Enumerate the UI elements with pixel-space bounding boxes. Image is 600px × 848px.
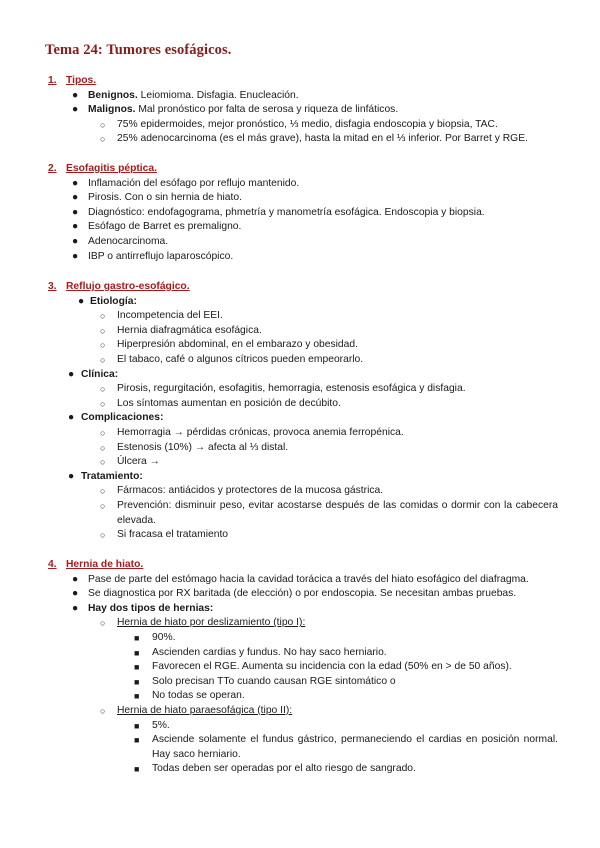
bullet-icon: ● bbox=[72, 221, 79, 233]
list-item: ■ Solo precisan TTo cuando causan RGE sintomático o bbox=[48, 675, 558, 690]
list-item: ■ 5%. bbox=[48, 719, 558, 734]
list-item: ● Pirosis. Con o sin hernia de hiato. bbox=[48, 191, 558, 206]
list-item: ○ Hernia de hiato por deslizamiento (tipo I): bbox=[48, 616, 558, 631]
bullet-icon: ● bbox=[72, 104, 79, 116]
bullet-icon: ● bbox=[72, 588, 79, 600]
circle-bullet-icon: ○ bbox=[100, 398, 106, 409]
circle-bullet-icon: ○ bbox=[100, 486, 106, 497]
bullet-icon: ● bbox=[72, 177, 79, 189]
list-item: ● Se diagnostica por RX baritada (de elección) o por endoscopia. Se necesitan ambas pruebas. bbox=[48, 587, 558, 602]
square-bullet-icon: ■ bbox=[134, 764, 140, 775]
list-item: ○ Prevención: disminuir peso, evitar acostarse después de las comidas o dormir con la cabecera elevada. bbox=[100, 499, 558, 526]
list-item: ○ Úlcera → bbox=[48, 455, 558, 470]
list-item: ■ 90%. bbox=[48, 631, 558, 646]
page-title: Tema 24: Tumores esofágicos. bbox=[45, 42, 232, 58]
bullet-icon: ● bbox=[72, 250, 79, 262]
section-tipos bbox=[48, 74, 558, 147]
circle-bullet-icon: ○ bbox=[100, 427, 106, 438]
circle-bullet-icon: ○ bbox=[100, 325, 106, 336]
list-item: ■ Todas deben ser operadas por el alto riesgo de sangrado. bbox=[48, 762, 558, 777]
list-item: ○ 75% epidermoides, mejor pronóstico, ⅓ medio, disfagia endoscopia y biopsia, TAC. bbox=[48, 118, 558, 133]
list-item: ● Esófago de Barret es premaligno. bbox=[48, 220, 558, 235]
list-item: ● Malignos. Mal pronóstico por falta de serosa y riqueza de linfáticos. bbox=[48, 103, 558, 118]
bullet-icon: ● bbox=[72, 602, 79, 614]
list-item: ● Inflamación del esófago por reflujo mantenido. bbox=[48, 177, 558, 192]
list-item: ■ No todas se operan. bbox=[48, 689, 558, 704]
list-item: ● Tratamiento: bbox=[48, 470, 558, 485]
section-reflujo bbox=[48, 280, 558, 543]
list-item: ○ 25% adenocarcinoma (es el más grave), hasta la mitad en el ⅓ inferior. Por Barret y RGE. bbox=[48, 132, 558, 147]
list-item: ● Adenocarcinoma. bbox=[48, 235, 558, 250]
section-heading: 3. Reflujo gastro-esofágico. bbox=[48, 281, 190, 292]
circle-bullet-icon: ○ bbox=[100, 530, 106, 541]
circle-bullet-icon: ○ bbox=[100, 119, 106, 130]
list-item: ○ Fármacos: antiácidos y protectores de la mucosa gástrica. bbox=[48, 484, 558, 499]
list-item: ● Pase de parte del estómago hacia la cavidad torácica a través del hiato esofágico del diafragma. bbox=[48, 573, 558, 588]
list-item: ○ Los síntomas aumentan en posición de decúbito. bbox=[48, 397, 558, 412]
square-bullet-icon: ■ bbox=[134, 632, 140, 643]
section-esofagitis bbox=[48, 162, 558, 264]
list-item: ○ El tabaco, café o algunos cítricos pueden empeorarlo. bbox=[48, 353, 558, 368]
bullet-icon: ● bbox=[72, 89, 79, 101]
list-item: ■ Favorecen el RGE. Aumenta su incidencia con la edad (50% en > de 50 años). bbox=[48, 660, 558, 675]
list-item: ○ Hemorragia → pérdidas crónicas, provoca anemia ferropénica. bbox=[48, 426, 558, 441]
bullet-icon: ● bbox=[72, 206, 79, 218]
bullet-icon: ● bbox=[72, 573, 79, 585]
list-item: ● Benignos. Leiomioma. Disfagia. Enucleación. bbox=[48, 89, 558, 104]
circle-bullet-icon: ○ bbox=[100, 311, 106, 322]
square-bullet-icon: ■ bbox=[134, 720, 140, 731]
square-bullet-icon: ■ bbox=[134, 676, 140, 687]
list-item: ○ Hernia diafragmática esofágica. bbox=[48, 324, 558, 339]
list-item: ● Clínica: bbox=[48, 368, 558, 383]
bullet-icon: ● bbox=[78, 295, 85, 307]
list-item: ○ Estenosis (10%) → afecta al ⅓ distal. bbox=[48, 441, 558, 456]
list-item: ○ Hernia de hiato paraesofágica (tipo II): bbox=[48, 704, 558, 719]
circle-bullet-icon: ○ bbox=[100, 500, 106, 511]
bullet-icon: ● bbox=[68, 368, 75, 380]
list-item: ■ Ascienden cardias y fundus. No hay saco herniario. bbox=[48, 646, 558, 661]
list-item: ● Etiología: bbox=[48, 295, 558, 310]
circle-bullet-icon: ○ bbox=[100, 384, 106, 395]
list-item: ● Complicaciones: bbox=[48, 411, 558, 426]
list-item: ○ Hiperpresión abdominal, en el embarazo y obesidad. bbox=[48, 338, 558, 353]
bullet-icon: ● bbox=[72, 235, 79, 247]
section-hernia-hiato bbox=[48, 558, 558, 777]
section-heading: 2. Esofagitis péptica. bbox=[48, 163, 157, 174]
list-item: ○ Incompetencia del EEI. bbox=[48, 309, 558, 324]
bullet-icon: ● bbox=[68, 412, 75, 424]
circle-bullet-icon: ○ bbox=[100, 442, 106, 453]
circle-bullet-icon: ○ bbox=[100, 618, 106, 629]
list-item: ● Hay dos tipos de hernias: bbox=[48, 602, 558, 617]
circle-bullet-icon: ○ bbox=[100, 354, 106, 365]
circle-bullet-icon: ○ bbox=[100, 457, 106, 468]
list-item: ○ Si fracasa el tratamiento bbox=[48, 528, 558, 543]
list-item: ■ Asciende solamente el fundus gástrico, permaneciendo el cardias en posición normal. Hay saco herniario. bbox=[134, 734, 558, 760]
square-bullet-icon: ■ bbox=[134, 647, 140, 658]
square-bullet-icon: ■ bbox=[134, 662, 140, 673]
circle-bullet-icon: ○ bbox=[100, 340, 106, 351]
circle-bullet-icon: ○ bbox=[100, 705, 106, 716]
bullet-icon: ● bbox=[68, 470, 75, 482]
list-item: ○ Pirosis, regurgitación, esofagitis, hemorragia, estenosis esofágica y disfagia. bbox=[48, 382, 558, 397]
list-item: ● Diagnóstico: endofagograma, phmetría y manometría esofágica. Endoscopia y biopsia. bbox=[48, 206, 558, 221]
bullet-icon: ● bbox=[72, 192, 79, 204]
square-bullet-icon: ■ bbox=[134, 691, 140, 702]
list-item: ● IBP o antirreflujo laparoscópico. bbox=[48, 250, 558, 265]
section-heading: 1. Tipos. bbox=[48, 75, 97, 86]
circle-bullet-icon: ○ bbox=[100, 134, 106, 145]
square-bullet-icon: ■ bbox=[134, 735, 140, 746]
section-heading: 4. Hernia de hiato. bbox=[48, 559, 144, 570]
